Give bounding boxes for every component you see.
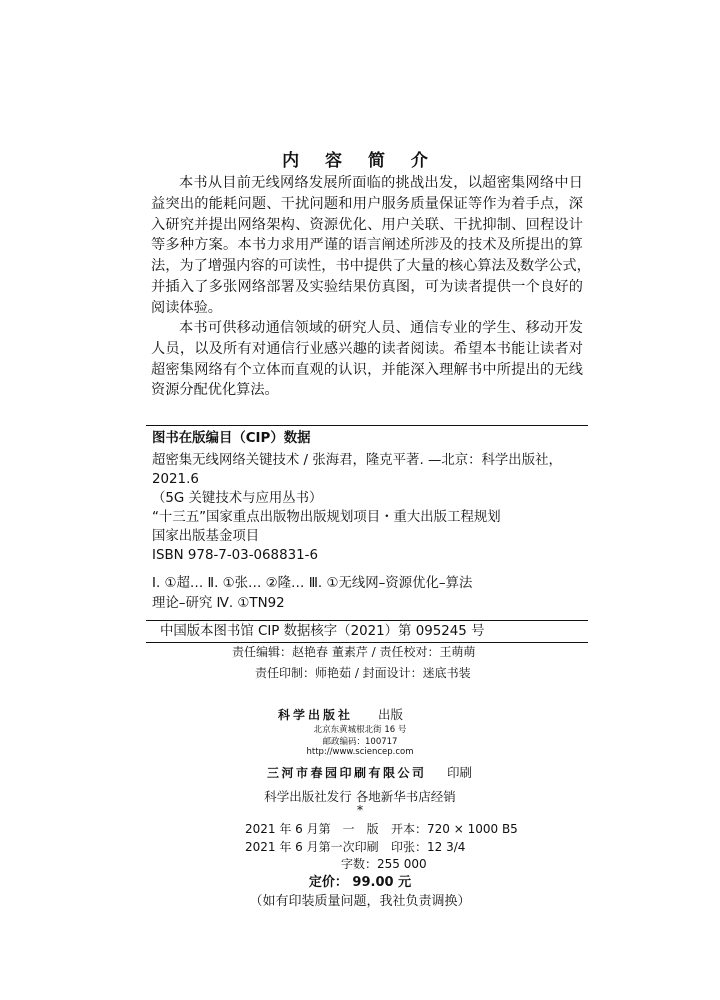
cip-heading: 图书在版编目（CIP）数据 bbox=[152, 431, 311, 446]
publisher-suffix: 出版 bbox=[378, 707, 404, 722]
text-line: 资源分配优化算法。 bbox=[151, 382, 279, 399]
text-line: 等多种方案。本书力求用严谨的语言阐述所涉及的技术及所提出的算 bbox=[151, 237, 583, 254]
summary-paragraph-2 bbox=[151, 318, 583, 401]
credits-production: 责任印制：师艳茹 / 封面设计：迷底书装 bbox=[255, 666, 471, 680]
summary-title: 内 容 简 介 bbox=[282, 151, 438, 171]
text-line: 本书从目前无线网络发展所面临的挑战出发，以超密集网络中日 bbox=[179, 175, 583, 191]
print-date: 2021 年 6 月第一次印刷 bbox=[245, 840, 379, 854]
cip-top-rule bbox=[146, 425, 588, 426]
text-line: 人员，以及所有对通信行业感兴趣的读者阅读。希望本书能让读者对 bbox=[151, 340, 583, 357]
publisher-url: http://www.sciencep.com bbox=[306, 747, 414, 757]
cip-classification-1: Ⅰ. ①超… Ⅱ. ①张… ②隆… Ⅲ. ①无线网–资源优化–算法 bbox=[152, 576, 473, 591]
printed-sheets: 印张：12 3/4 bbox=[391, 840, 466, 854]
cip-fund-line: 国家出版基金项目 bbox=[152, 529, 260, 544]
book-format: 开本：720 × 1000 B5 bbox=[391, 822, 518, 836]
text-line: 并插入了多张网络部署及实验结果仿真图，可为读者提供一个良好的 bbox=[151, 278, 583, 295]
text-line: 本书可供移动通信领域的研究人员、通信专业的学生、移动开发 bbox=[179, 320, 583, 336]
cip-record-number: 中国版本图书馆 CIP 数据核字（2021）第 095245 号 bbox=[160, 624, 485, 639]
summary-paragraph-1 bbox=[151, 173, 591, 319]
publisher-address: 北京东黄城根北街 16 号 bbox=[313, 725, 407, 735]
word-count: 字数：255 000 bbox=[341, 857, 427, 871]
credits-editors: 责任编辑：赵艳春 董素芹 / 责任校对：王萌萌 bbox=[232, 645, 476, 659]
cip-isbn: ISBN 978-7-03-068831-6 bbox=[152, 548, 318, 563]
cip-date-line: 2021.6 bbox=[152, 472, 199, 487]
quality-notice: （如有印装质量问题，我社负责调换） bbox=[249, 894, 471, 909]
text-line: 阅读体验。 bbox=[151, 299, 222, 316]
cip-classification-2: 理论–研究 Ⅳ. ①TN92 bbox=[152, 596, 285, 611]
edition-date: 2021 年 6 月第 一 版 bbox=[245, 822, 379, 836]
cip-series-line: （5G 关键技术与应用丛书） bbox=[152, 491, 323, 506]
text-line: 入研究并提出网络架构、资源优化、用户关联、干扰抑制、回程设计 bbox=[151, 216, 583, 233]
cip-title-line: 超密集无线网络关键技术 / 张海君，隆克平著. —北京：科学出版社， bbox=[152, 453, 562, 468]
printer-suffix: 印刷 bbox=[447, 765, 473, 780]
publisher-postcode: 邮政编码：100717 bbox=[322, 737, 398, 747]
price: 定价： 99.00 元 bbox=[308, 875, 412, 890]
distribution-line: 科学出版社发行 各地新华书店经销 bbox=[264, 789, 456, 804]
cip-mid-rule bbox=[146, 620, 588, 621]
cip-project-line: “十三五”国家重点出版物出版规划项目・重大出版工程规划 bbox=[152, 510, 501, 525]
printer-name: 三河市春园印刷有限公司 bbox=[267, 766, 427, 780]
text-line: 益突出的能耗问题、干扰问题和用户服务质量保证等作为着手点，深 bbox=[151, 195, 583, 212]
publisher-name: 科学出版社 bbox=[278, 708, 354, 722]
text-line: 超密集网络有个立体而直观的认识，并能深入理解书中所提出的无线 bbox=[151, 361, 583, 378]
separator-star: * bbox=[357, 803, 363, 817]
text-line: 法，为了增强内容的可读性，书中提供了大量的核心算法及数学公式， bbox=[151, 258, 591, 275]
